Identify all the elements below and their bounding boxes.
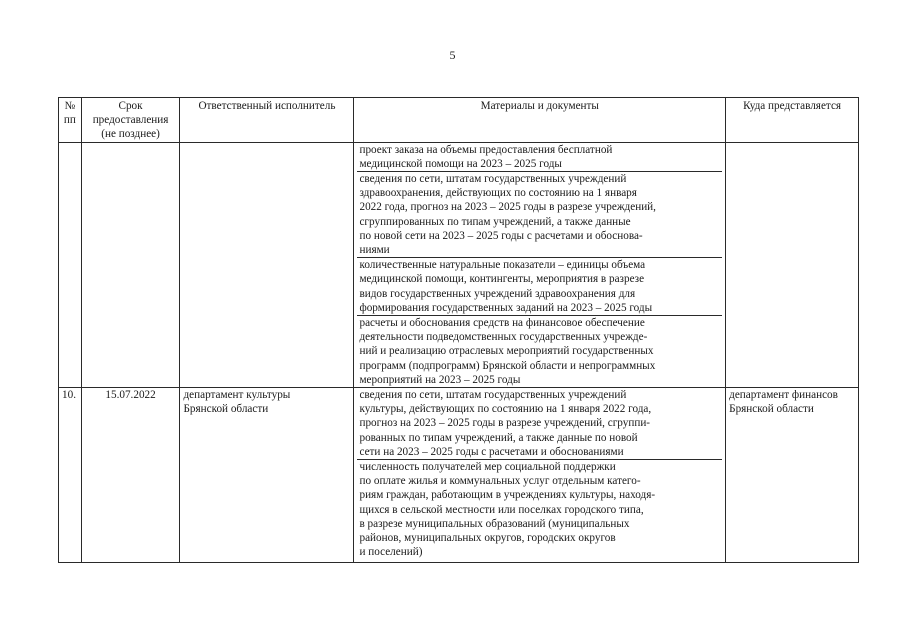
materials-table	[58, 97, 859, 563]
material-line: проект заказа на объемы предоставления бесплатной	[359, 143, 613, 156]
material-line: программ (подпрограмм) Брянской области и непрограммных	[359, 359, 656, 372]
material-item	[357, 460, 722, 559]
material-line: деятельности подведомственных государственных учрежде-	[359, 331, 648, 344]
table-row	[59, 142, 859, 387]
material-item	[357, 388, 722, 460]
material-line: медицинской помощи, контингенты, мероприятия в разрезе	[359, 273, 645, 286]
row-materials-cell	[354, 142, 726, 387]
header-date-line: Срок	[118, 100, 143, 112]
material-line: расчеты и обоснования средств на финансовое обеспечение	[359, 317, 645, 330]
row-date-cell	[81, 142, 180, 387]
material-line: рованных по типам учреждений, а также данные по новой	[359, 431, 638, 444]
row-number-cell	[59, 142, 82, 387]
material-item	[357, 258, 722, 316]
material-line: медицинской помощи на 2023 – 2025 годы	[359, 157, 562, 170]
table-header-row	[59, 98, 859, 143]
row-executor-cell	[180, 388, 354, 563]
row-destination-cell	[726, 142, 859, 387]
material-line: районов, муниципальных округов, городских округов	[359, 532, 616, 545]
header-num-line: пп	[63, 114, 76, 127]
material-line: и поселений)	[359, 546, 423, 559]
material-line: в разрезе муниципальных образований (муниципальных	[359, 517, 630, 530]
row-number-cell: 10.	[59, 388, 82, 563]
header-date-line: предоставления	[92, 114, 169, 127]
row-materials-cell	[354, 388, 726, 563]
executor-line: департамент культуры	[183, 389, 291, 402]
page-number: 5	[449, 48, 456, 62]
material-item	[357, 172, 722, 258]
material-line: риям граждан, работающим в учреждениях культуры, находя-	[359, 489, 656, 502]
material-line: по оплате жилья и коммунальных услуг отдельным катего-	[359, 475, 641, 488]
material-line: прогноз на 2023 – 2025 годы в разрезе учреждений, сгруппи-	[359, 417, 651, 430]
destination-line: Брянской области	[729, 403, 814, 416]
material-line: 2022 года, прогноз на 2023 – 2025 годы в разрезе учреждений,	[359, 201, 656, 214]
row-date-cell: 15.07.2022	[81, 388, 180, 563]
header-date	[81, 98, 180, 143]
material-line: культуры, действующих по состоянию на 1 января 2022 года,	[359, 403, 652, 416]
destination-line: департамент финансов	[729, 389, 838, 402]
material-line: ниями	[359, 244, 390, 257]
material-item	[357, 143, 722, 172]
material-line: по новой сети на 2023 – 2025 годы с расчетами и обоснова-	[359, 229, 643, 242]
material-line: здравоохранения, действующих по состоянию на 1 января	[359, 187, 637, 200]
header-num	[59, 98, 82, 143]
material-line: сведения по сети, штатам государственных учреждений	[359, 389, 627, 402]
executor-line: Брянской области	[183, 403, 269, 416]
header-executor: Ответственный исполнитель	[180, 98, 354, 143]
material-line: количественные натуральные показатели – единицы объема	[359, 259, 646, 272]
header-destination: Куда представляется	[726, 98, 859, 143]
header-materials: Материалы и документы	[354, 98, 726, 143]
row-executor-cell	[180, 142, 354, 387]
header-date-line: (не позднее)	[101, 128, 160, 141]
table-row	[59, 388, 859, 563]
material-line: численность получателей мер социальной поддержки	[359, 461, 616, 474]
material-line: формирования государственных заданий на 2023 – 2025 годы	[359, 301, 653, 314]
material-line: видов государственных учреждений здравоохранения для	[359, 287, 636, 300]
row-destination-cell	[726, 388, 859, 563]
material-line: сети на 2023 – 2025 годы с расчетами и обоснованиями	[359, 445, 624, 458]
material-line: сгруппированных по типам учреждений, а также данные	[359, 215, 631, 228]
material-line: мероприятий на 2023 – 2025 годы	[359, 373, 521, 386]
material-line: сведения по сети, штатам государственных учреждений	[359, 173, 627, 186]
material-line: щихся в сельской местности или поселках городского типа,	[359, 503, 644, 516]
material-item	[357, 316, 722, 387]
material-line: ний и реализацию отраслевых мероприятий государственных	[359, 345, 654, 358]
header-num-line: №	[64, 100, 76, 112]
